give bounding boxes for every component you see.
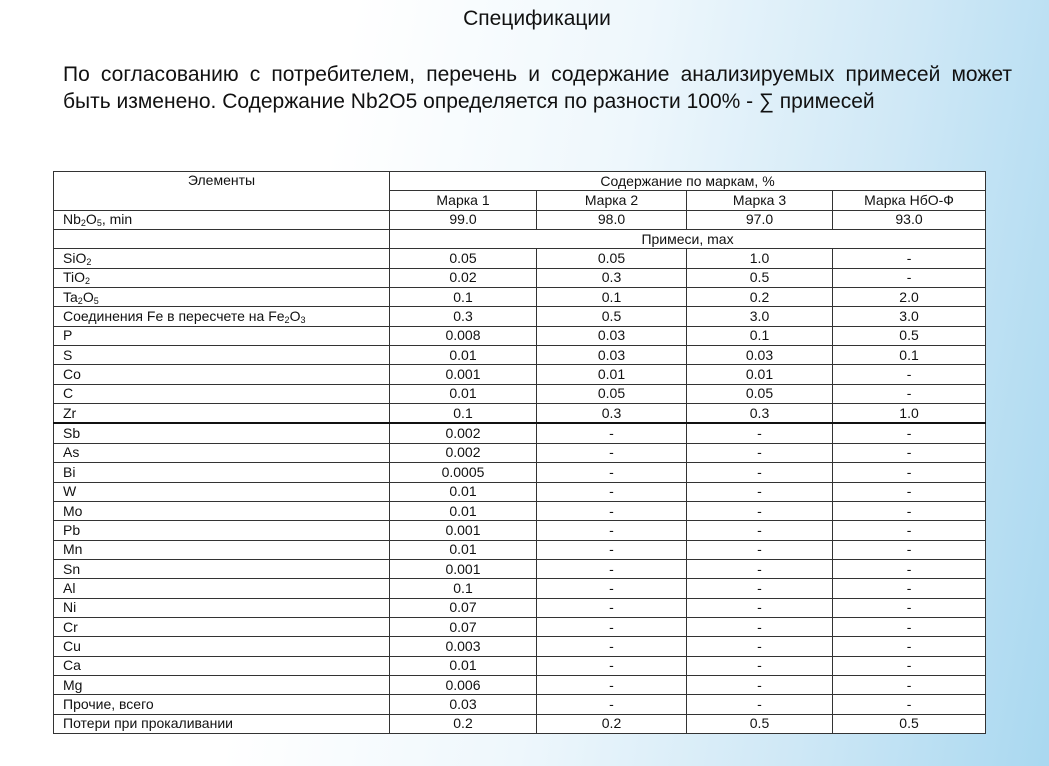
row-label: As: [54, 443, 390, 462]
cell-value: -: [833, 501, 986, 520]
table-row: [54, 326, 986, 345]
row-label: C: [54, 384, 390, 403]
cell-value: 93.0: [833, 210, 986, 229]
cell-value: 1.0: [833, 404, 986, 424]
cell-value: -: [833, 482, 986, 501]
table-row: [54, 463, 986, 482]
cell-value: 0.001: [390, 559, 537, 578]
cell-value: -: [687, 656, 833, 675]
content-header: Содержание по маркам, %: [390, 172, 986, 191]
cell-value: -: [833, 521, 986, 540]
cell-value: -: [537, 463, 687, 482]
row-label: Соединения Fe в пересчете на $Fe_2O_3$: [54, 307, 390, 326]
table-row: [54, 268, 986, 287]
table-row: [54, 637, 986, 656]
cell-value: 3.0: [687, 307, 833, 326]
cell-value: 0.3: [390, 307, 537, 326]
row-label: SiO$_2$: [54, 249, 390, 268]
cell-value: -: [687, 559, 833, 578]
row-label: TiO$_2$: [54, 268, 390, 287]
row-label: Ca: [54, 656, 390, 675]
table-row: [54, 443, 986, 462]
table-row: [54, 482, 986, 501]
cell-value: 0.05: [537, 249, 687, 268]
specification-table: [53, 171, 986, 734]
cell-value: -: [833, 695, 986, 714]
cell-value: -: [833, 675, 986, 694]
page-title: Спецификации: [463, 7, 611, 30]
cell-value: -: [537, 521, 687, 540]
row-label: Cr: [54, 617, 390, 636]
cell-value: 0.01: [390, 501, 537, 520]
table-row: [54, 675, 986, 694]
cell-value: 0.01: [390, 656, 537, 675]
row-label: $Nb_2O_5$, min: [54, 210, 390, 229]
cell-value: -: [687, 617, 833, 636]
impurities-header: Примеси, max: [390, 230, 986, 249]
cell-value: 0.01: [390, 482, 537, 501]
cell-value: -: [687, 463, 833, 482]
table-row: [54, 346, 986, 365]
cell-value: -: [833, 617, 986, 636]
cell-value: 0.01: [537, 365, 687, 384]
cell-value: 2.0: [833, 288, 986, 307]
cell-value: -: [687, 540, 833, 559]
row-label: P: [54, 326, 390, 345]
cell-value: -: [833, 423, 986, 443]
cell-value: 1.0: [687, 249, 833, 268]
row-label: Zr: [54, 404, 390, 424]
table-row: [54, 695, 986, 714]
cell-value: 0.07: [390, 617, 537, 636]
row-label: Прочие, всего: [54, 695, 390, 714]
table-row: [54, 559, 986, 578]
cell-value: 0.002: [390, 423, 537, 443]
row-label: S: [54, 346, 390, 365]
cell-value: 0.5: [833, 714, 986, 733]
cell-value: 0.5: [687, 268, 833, 287]
cell-value: 0.002: [390, 443, 537, 462]
cell-value: -: [687, 482, 833, 501]
cell-value: 0.003: [390, 637, 537, 656]
cell-value: 0.02: [390, 268, 537, 287]
table-row: [54, 656, 986, 675]
row-label: Co: [54, 365, 390, 384]
elements-header: Элементы: [54, 172, 390, 211]
impurities-header-row: [54, 230, 986, 249]
cell-value: -: [687, 521, 833, 540]
cell-value: 0.3: [537, 268, 687, 287]
table-row: [54, 307, 986, 326]
cell-value: -: [833, 540, 986, 559]
cell-value: -: [833, 365, 986, 384]
table-row: [54, 540, 986, 559]
cell-value: 99.0: [390, 210, 537, 229]
empty-cell: [54, 230, 390, 249]
cell-value: 0.05: [687, 384, 833, 403]
cell-value: 0.03: [537, 326, 687, 345]
cell-value: -: [537, 637, 687, 656]
cell-value: 0.03: [390, 695, 537, 714]
grade-header: Марка 1: [390, 191, 537, 210]
table-row: [54, 365, 986, 384]
table-row: [54, 249, 986, 268]
cell-value: 0.05: [390, 249, 537, 268]
cell-value: 0.1: [390, 288, 537, 307]
cell-value: 0.0005: [390, 463, 537, 482]
cell-value: 0.07: [390, 598, 537, 617]
cell-value: 0.1: [687, 326, 833, 345]
row-label: Sb: [54, 423, 390, 443]
cell-value: -: [833, 463, 986, 482]
cell-value: -: [833, 579, 986, 598]
cell-value: 0.2: [537, 714, 687, 733]
cell-value: -: [687, 501, 833, 520]
cell-value: -: [833, 559, 986, 578]
cell-value: 0.1: [537, 288, 687, 307]
cell-value: 0.03: [537, 346, 687, 365]
cell-value: -: [833, 598, 986, 617]
cell-value: -: [833, 656, 986, 675]
table-row: [54, 617, 986, 636]
intro-paragraph: По согласованию с потребителем, перечень и содержание анализируемых примесей может быть изменено. Содержание Nb2O5 определяется по разности 100% - ∑ примесей: [63, 63, 1012, 113]
cell-value: 0.5: [537, 307, 687, 326]
cell-value: 0.1: [390, 579, 537, 598]
row-label: Mg: [54, 675, 390, 694]
cell-value: 0.03: [687, 346, 833, 365]
cell-value: 0.1: [390, 404, 537, 424]
cell-value: 3.0: [833, 307, 986, 326]
cell-value: 0.01: [687, 365, 833, 384]
cell-value: -: [537, 579, 687, 598]
cell-value: -: [833, 249, 986, 268]
cell-value: -: [687, 598, 833, 617]
cell-value: -: [537, 617, 687, 636]
cell-value: 97.0: [687, 210, 833, 229]
table-row: [54, 501, 986, 520]
grade-header: Марка НбО-Ф: [833, 191, 986, 210]
cell-value: -: [537, 443, 687, 462]
row-label: Cu: [54, 637, 390, 656]
cell-value: 98.0: [537, 210, 687, 229]
cell-value: 0.1: [833, 346, 986, 365]
table-row: [54, 404, 986, 424]
table-row: [54, 598, 986, 617]
cell-value: -: [687, 675, 833, 694]
cell-value: -: [537, 656, 687, 675]
row-label: Bi: [54, 463, 390, 482]
cell-value: -: [833, 384, 986, 403]
row-label: Mn: [54, 540, 390, 559]
cell-value: 0.2: [687, 288, 833, 307]
row-label: Mo: [54, 501, 390, 520]
cell-value: -: [687, 423, 833, 443]
cell-value: -: [537, 423, 687, 443]
table-row: [54, 423, 986, 443]
cell-value: -: [537, 695, 687, 714]
grade-header: Марка 2: [537, 191, 687, 210]
row-label: W: [54, 482, 390, 501]
table-row: [54, 579, 986, 598]
cell-value: 0.008: [390, 326, 537, 345]
cell-value: -: [687, 443, 833, 462]
cell-value: -: [537, 598, 687, 617]
cell-value: -: [687, 695, 833, 714]
table-row: [54, 288, 986, 307]
cell-value: 0.3: [537, 404, 687, 424]
cell-value: -: [537, 501, 687, 520]
cell-value: -: [537, 540, 687, 559]
cell-value: 0.3: [687, 404, 833, 424]
cell-value: 0.2: [390, 714, 537, 733]
row-label: Al: [54, 579, 390, 598]
main-component-row: [54, 210, 986, 229]
cell-value: -: [833, 637, 986, 656]
cell-value: 0.01: [390, 346, 537, 365]
row-label: Потери при прокаливании: [54, 714, 390, 733]
table-row: [54, 521, 986, 540]
table-header-row: [54, 172, 986, 191]
cell-value: 0.01: [390, 384, 537, 403]
row-label: Sn: [54, 559, 390, 578]
cell-value: -: [833, 443, 986, 462]
table-row: [54, 714, 986, 733]
cell-value: -: [687, 637, 833, 656]
cell-value: 0.5: [833, 326, 986, 345]
row-label: $Ta_2O_5$: [54, 288, 390, 307]
cell-value: -: [687, 579, 833, 598]
table-row: [54, 384, 986, 403]
cell-value: -: [537, 675, 687, 694]
cell-value: -: [833, 268, 986, 287]
cell-value: 0.001: [390, 521, 537, 540]
cell-value: 0.01: [390, 540, 537, 559]
row-label: Ni: [54, 598, 390, 617]
cell-value: -: [537, 482, 687, 501]
cell-value: 0.001: [390, 365, 537, 384]
cell-value: -: [537, 559, 687, 578]
cell-value: 0.5: [687, 714, 833, 733]
row-label: Pb: [54, 521, 390, 540]
grade-header: Марка 3: [687, 191, 833, 210]
cell-value: 0.05: [537, 384, 687, 403]
cell-value: 0.006: [390, 675, 537, 694]
